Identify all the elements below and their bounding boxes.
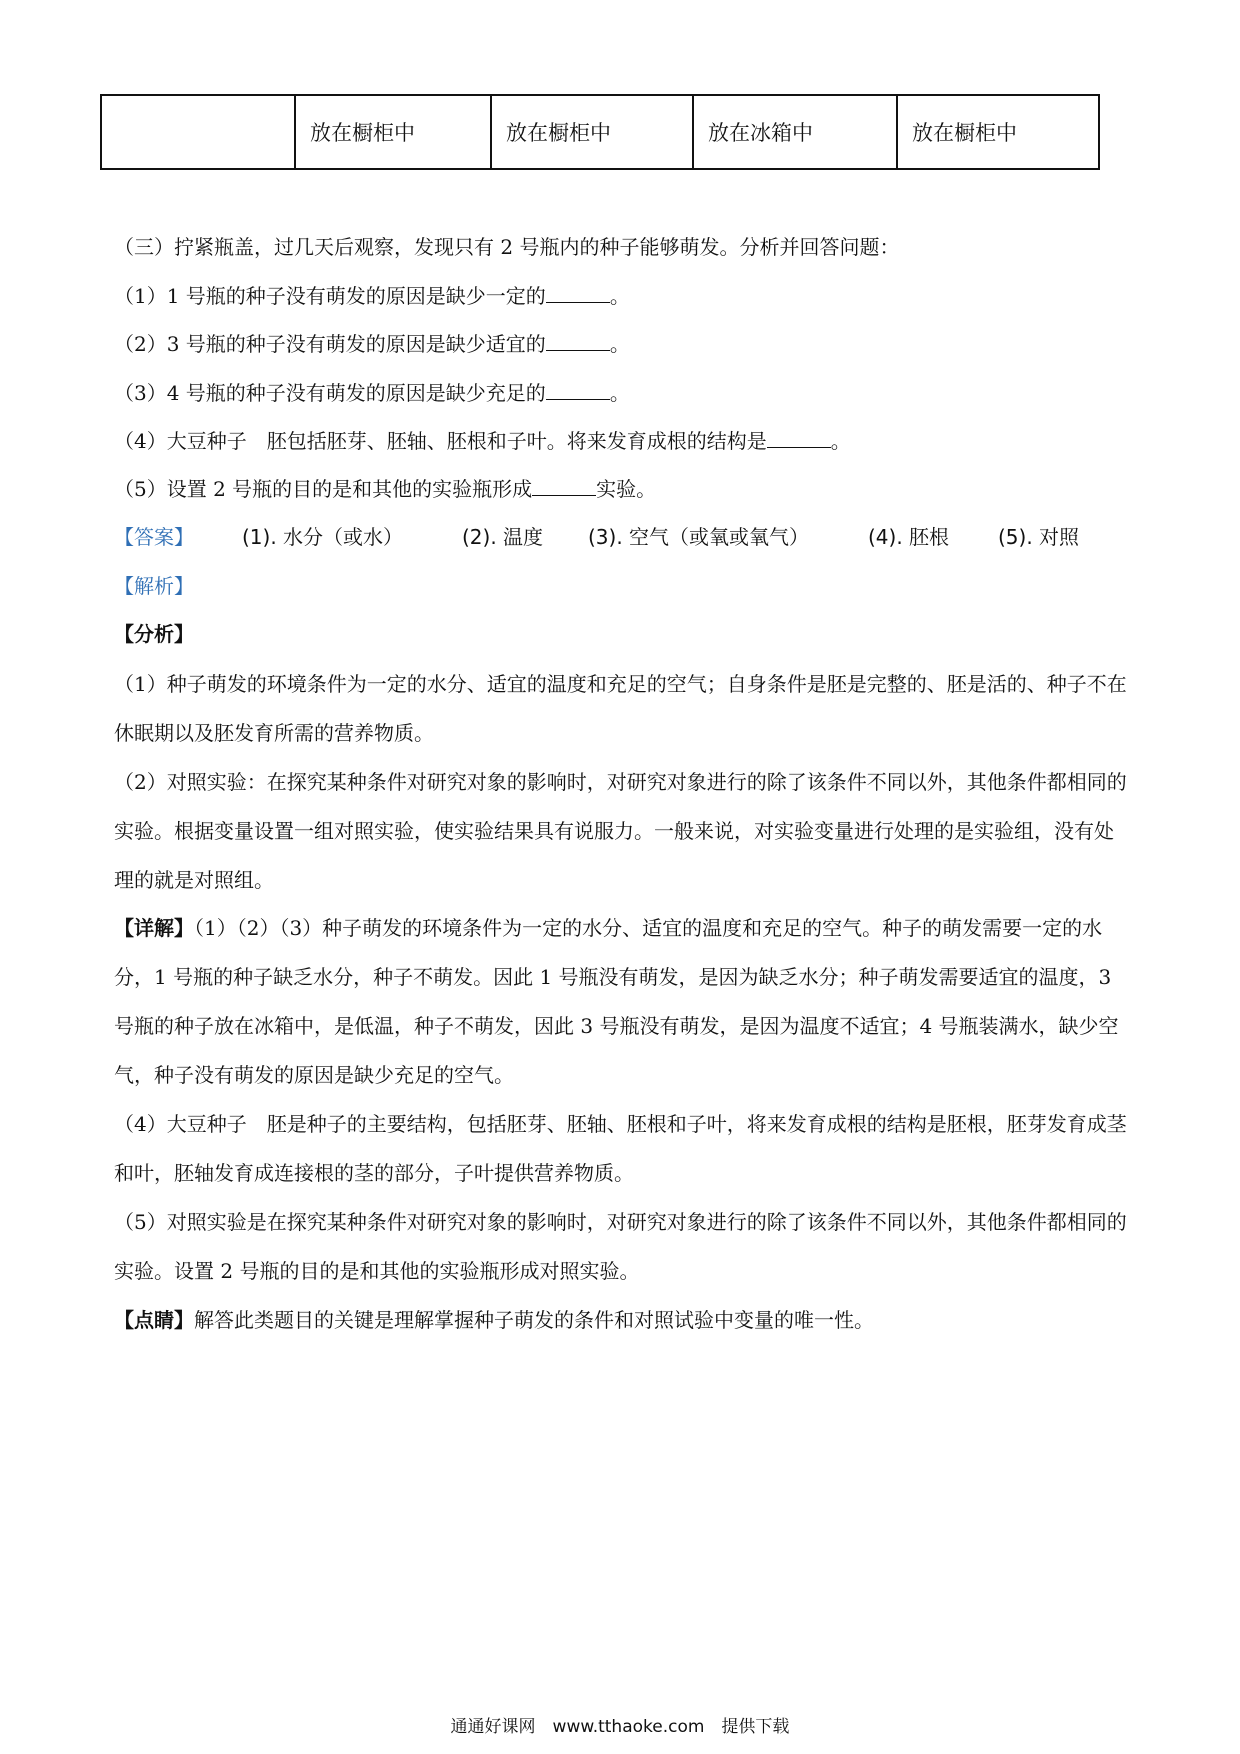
question-4-text: （4）大豆种子 胚包括胚芽、胚轴、胚根和子叶。将来发育成根的结构是 (114, 429, 767, 453)
question-1 (114, 282, 1134, 310)
answer-blank (546, 284, 610, 303)
question-3 (114, 379, 1134, 407)
analysis-paragraph-2: （2）对照实验：在探究某种条件对研究对象的影响时，对研究对象进行的除了该条件不同以外，其他条件都相同的实验。根据变量设置一组对照实验，使实验结果具有说服力。一般来说，对实验变量进行处理的是实验组，没有处理的就是对照组。 (114, 770, 1127, 892)
question-2 (114, 330, 1134, 358)
question-2-end: 。 (609, 332, 630, 356)
storage-table (100, 94, 1100, 170)
table-cell (101, 95, 295, 169)
detail-paragraph-1 (114, 904, 1130, 1100)
question-5 (114, 475, 1134, 503)
answer-blank (546, 381, 610, 400)
question-2-text: （2）3 号瓶的种子没有萌发的原因是缺少适宜的 (114, 332, 546, 356)
table-cell: 放在冰箱中 (693, 95, 897, 169)
answer-row (114, 523, 1122, 553)
question-4 (114, 427, 1134, 455)
question-3-end: 。 (609, 381, 630, 405)
detail-paragraph-3: （5）对照实验是在探究某种条件对研究对象的影响时，对研究对象进行的除了该条件不同以外，其他条件都相同的实验。设置 2 号瓶的目的是和其他的实验瓶形成对照实验。 (114, 1210, 1127, 1283)
answer-blank (767, 429, 831, 448)
answer-item: (5). 对照 (998, 525, 1080, 549)
table-cell: 放在橱柜中 (897, 95, 1099, 169)
detail-label: 【详解】 (114, 916, 194, 940)
question-1-end: 。 (609, 284, 630, 308)
detail-text: （1）（2）（3）种子萌发的环境条件为一定的水分、适宜的温度和充足的空气。种子的萌发需要一定的水分，1 号瓶的种子缺乏水分，种子不萌发。因此 1 号瓶没有萌发，是因为缺乏水分；种子萌发需要适宜的温度，3 号瓶的种子放在冰箱中，是低温，种子不萌发，因此 3 号瓶没有萌发，是因为温度不适宜；4 号瓶装满水，缺少空气，种子没有萌发的原因是缺少充足的空气。 (114, 916, 1119, 1087)
answer-item: (2). 温度 (462, 525, 544, 549)
answer-item: (1). 水分（或水） (242, 525, 404, 549)
answer-item: (4). 胚根 (868, 525, 950, 549)
answer-label: 【答案】 (114, 525, 194, 549)
tip-text: 解答此类题目的关键是理解掌握种子萌发的条件和对照试验中变量的唯一性。 (194, 1308, 874, 1332)
analysis-label: 【解析】 (114, 574, 194, 598)
question-5-text: （5）设置 2 号瓶的目的是和其他的实验瓶形成 (114, 477, 533, 501)
detail-paragraph-2: （4）大豆种子 胚是种子的主要结构，包括胚芽、胚轴、胚根和子叶，将来发育成根的结构是胚根，胚芽发育成茎和叶，胚轴发育成连接根的茎的部分，子叶提供营养物质。 (114, 1112, 1127, 1185)
question-3-text: （3）4 号瓶的种子没有萌发的原因是缺少充足的 (114, 381, 546, 405)
tip-label: 【点睛】 (114, 1308, 194, 1332)
answer-blank (532, 477, 596, 496)
answer-item: (3). 空气（或氧或氧气） (588, 525, 810, 549)
answer-blank (546, 332, 610, 351)
table-row (101, 95, 1099, 169)
analysis-sub-label: 【分析】 (114, 622, 194, 646)
table-cell: 放在橱柜中 (295, 95, 491, 169)
question-1-text: （1）1 号瓶的种子没有萌发的原因是缺少一定的 (114, 284, 546, 308)
analysis-paragraph-1: （1）种子萌发的环境条件为一定的水分、适宜的温度和充足的空气；自身条件是胚是完整的、胚是活的、种子不在休眠期以及胚发育所需的营养物质。 (114, 672, 1127, 745)
tip-paragraph (114, 1296, 1130, 1345)
page-footer: 通通好课网 www.tthaoke.com 提供下载 (450, 1717, 790, 1737)
question-4-end: 。 (830, 429, 851, 453)
question-5-end: 实验。 (596, 477, 657, 501)
table-cell: 放在橱柜中 (491, 95, 693, 169)
question-intro: （三）拧紧瓶盖，过几天后观察，发现只有 2 号瓶内的种子能够萌发。分析并回答问题： (114, 235, 900, 259)
